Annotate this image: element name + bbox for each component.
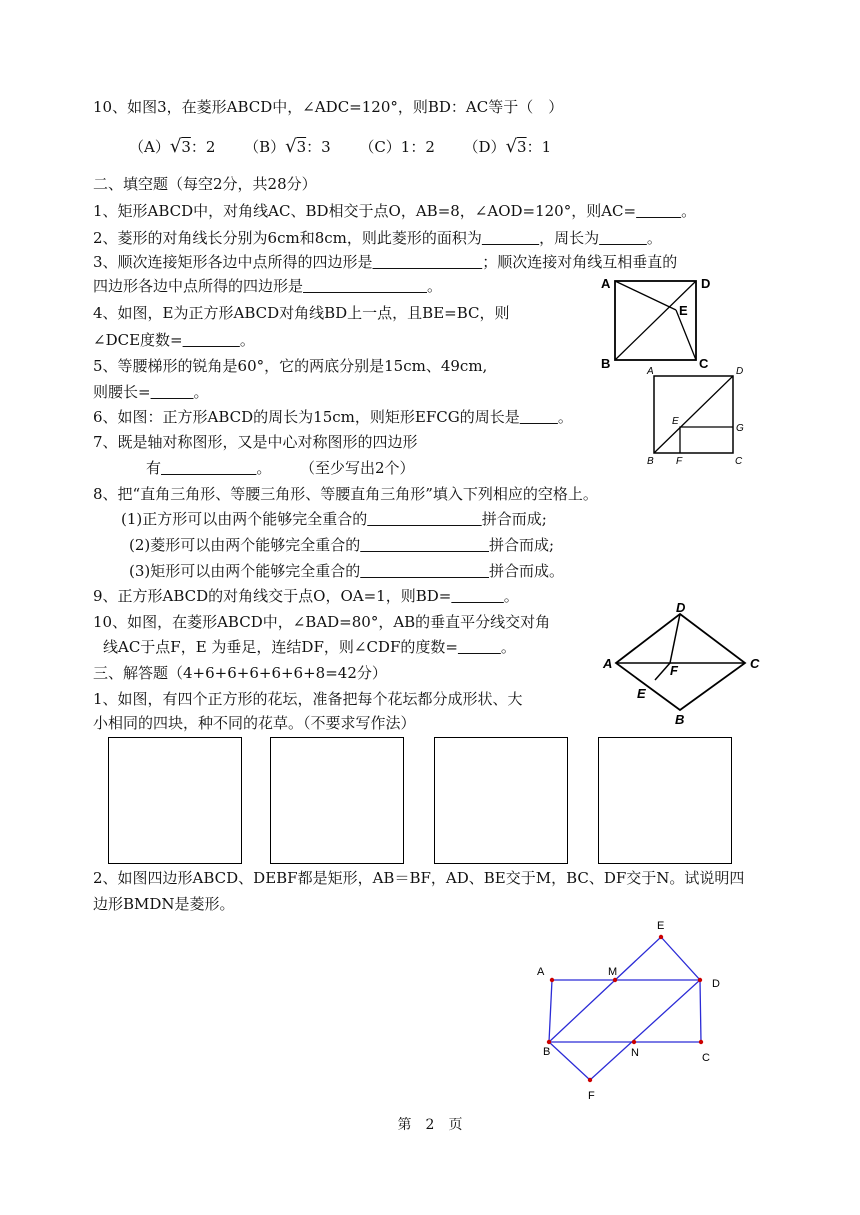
label-d: D (736, 366, 744, 377)
fill-q8-1-end: 拼合而成; (481, 510, 547, 528)
section2-heading: 二、填空题（每空2分，共28分） (93, 175, 317, 193)
answer-blank[interactable] (373, 253, 483, 271)
fill-q8: 8、把“直角三角形、等腰三角形、等腰直角三角形”填入下列相应的空格上。 (93, 485, 598, 503)
fill-q2 (93, 228, 662, 248)
label-f: F (676, 456, 683, 467)
label-a: A (537, 966, 545, 978)
fill-q10-text-b: 线AC于点F，E 为垂足，连结DF，则∠CDF的度数= (103, 638, 458, 656)
label-d: D (676, 600, 686, 615)
figure-rhombus (600, 598, 770, 728)
label-b: B (647, 456, 654, 467)
period: 。 (503, 587, 519, 605)
period: 。 (557, 408, 573, 426)
period: 。 (427, 277, 443, 295)
period: 。 (646, 229, 662, 247)
option-a-rest: ：2 (190, 138, 216, 156)
page-number: 第 2 页 (397, 1117, 463, 1133)
sqrt-symbol: √3 (169, 136, 191, 157)
label-f: F (588, 1090, 595, 1102)
option-c[interactable] (359, 138, 435, 156)
label-b: B (601, 356, 611, 371)
fill-q8-3-end: 拼合而成。 (489, 562, 565, 580)
fill-q3-text-c: 四边形各边中点所得的四边形是 (93, 277, 304, 295)
label-c: C (699, 356, 709, 371)
fill-q3-cont (93, 276, 442, 296)
answer-blank[interactable] (599, 229, 647, 247)
option-a-radicand: 3 (181, 138, 191, 156)
fill-q8-1-text: (1)正方形可以由两个能够完全重合的 (121, 510, 368, 528)
fill-q8-3 (129, 561, 564, 581)
fill-q4: 4、如图，E为正方形ABCD对角线BD上一点，且BE=BC，则 (93, 304, 510, 322)
fill-q8-2-end: 拼合而成; (489, 536, 555, 554)
fill-q6-text: 6、如图：正方形ABCD的周长为15cm，则矩形EFCG的周长是 (93, 408, 520, 426)
option-b[interactable] (244, 138, 331, 156)
fill-q3 (93, 252, 677, 272)
q10-top-options (129, 137, 551, 157)
fill-q4-cont (93, 330, 255, 350)
sqrt-symbol: √3 (505, 136, 527, 157)
label-b: B (675, 712, 685, 727)
option-d[interactable] (464, 138, 552, 156)
fill-q5: 5、等腰梯形的锐角是60°，它的两底分别是15cm、49cm, (93, 357, 488, 375)
label-d: D (712, 978, 720, 990)
fill-q2-text-a: 2、菱形的对角线长分别为6cm和8cm，则此菱形的面积为 (93, 229, 482, 247)
label-e: E (657, 920, 665, 932)
label-n: N (631, 1047, 639, 1059)
answer-blank[interactable] (520, 408, 558, 426)
fill-q4-text-b: ∠DCE度数= (93, 331, 183, 349)
solve-q2-cont: 边形BMDN是菱形。 (93, 895, 235, 913)
section3-heading: 三、解答题（4+6+6+6+6+6+8=42分） (93, 664, 387, 682)
fill-q8-2-text: (2)菱形可以由两个能够完全重合的 (129, 536, 361, 554)
label-c: C (735, 456, 743, 467)
option-c-text: 1：2 (400, 138, 435, 156)
answer-blank[interactable] (183, 331, 240, 349)
label-g: G (736, 423, 744, 434)
figure-square-e (598, 276, 718, 372)
flower-bed-square-2[interactable] (270, 737, 404, 864)
fill-q2-text-b: ，周长为 (539, 229, 600, 247)
fill-q10-cont (103, 637, 516, 657)
option-b-radicand: 3 (296, 138, 307, 156)
fill-q1-text: 1、矩形ABCD中，对角线AC、BD相交于点O，AB=8，∠AOD=120°，则AC= (93, 202, 637, 220)
option-d-rest: ：1 (526, 138, 552, 156)
label-c: C (702, 1052, 710, 1064)
option-b-label: （B） (244, 138, 286, 156)
fill-q7-text-c: （至少写出2个） (300, 459, 415, 477)
label-m: M (608, 966, 618, 978)
label-d: D (701, 276, 711, 291)
answer-blank[interactable] (360, 536, 489, 554)
fill-q8-2 (129, 535, 554, 555)
label-a: A (601, 276, 611, 291)
label-e: E (679, 303, 688, 318)
option-a-label: （A） (129, 138, 170, 156)
figure-rect-efcg (643, 364, 753, 468)
period: 。 (193, 383, 209, 401)
answer-blank[interactable] (151, 383, 194, 401)
period: 。 (500, 638, 516, 656)
solve-q2: 2、如图四边形ABCD、DEBF都是矩形，AB＝BF，AD、BE交于M，BC、DF交于N。试说明四 (93, 869, 745, 887)
option-d-radicand: 3 (517, 138, 527, 156)
option-c-label: （C） (359, 138, 401, 156)
fill-q7-cont (146, 458, 415, 478)
fill-q3-text-a: 3、顺次连接矩形各边中点所得的四边形是 (93, 253, 373, 271)
period: 。 (256, 459, 272, 477)
answer-blank[interactable] (636, 202, 681, 220)
fill-q6 (93, 407, 573, 427)
fill-q9 (93, 586, 519, 606)
sqrt-symbol: √3 (285, 136, 307, 157)
label-a: A (603, 656, 613, 671)
flower-bed-square-1[interactable] (108, 737, 242, 864)
fill-q8-3-text: (3)矩形可以由两个能够完全重合的 (129, 562, 361, 580)
fill-q5-cont (93, 382, 209, 402)
solve-q1: 1、如图，有四个正方形的花坛，准备把每个花坛都分成形状、大 (93, 690, 523, 708)
fill-q7: 7、既是轴对称图形，又是中心对称图形的四边形 (93, 433, 418, 451)
answer-blank[interactable] (367, 510, 481, 528)
fill-q3-text-b: ；顺次连接对角线互相垂直的 (482, 253, 678, 271)
label-a: A (647, 366, 654, 377)
flower-bed-square-4[interactable] (598, 737, 732, 864)
figure-bmdn (530, 915, 730, 1105)
q10-top-stem: 10、如图3，在菱形ABCD中，∠ADC=120°，则BD：AC等于（ ） (93, 98, 564, 116)
label-f: F (670, 663, 678, 678)
period: 。 (239, 331, 255, 349)
fill-q5-text-b: 则腰长= (93, 383, 151, 401)
answer-blank[interactable] (303, 277, 427, 295)
label-c: C (750, 656, 760, 671)
option-d-label: （D） (463, 138, 506, 156)
fill-q10: 10、如图，在菱形ABCD中，∠BAD=80°，AB的垂直平分线交对角 (93, 613, 551, 631)
label-b: B (543, 1046, 551, 1058)
fill-q9-text: 9、正方形ABCD的对角线交于点O，OA=1，则BD= (93, 587, 452, 605)
label-e: E (672, 416, 679, 427)
label-e: E (637, 686, 646, 701)
option-a[interactable] (129, 138, 215, 156)
fill-q8-1 (121, 509, 547, 529)
answer-blank[interactable] (360, 562, 489, 580)
period: 。 (681, 202, 697, 220)
fill-q1 (93, 201, 696, 221)
answer-blank[interactable] (482, 229, 539, 247)
answer-blank[interactable] (161, 459, 256, 477)
answer-blank[interactable] (451, 587, 503, 605)
answer-blank[interactable] (458, 638, 501, 656)
solve-q1-cont: 小相同的四块，种不同的花草。（不要求写作法） (93, 714, 416, 732)
fill-q7-text-b: 有 (146, 459, 162, 477)
option-b-rest: ：3 (306, 138, 331, 156)
flower-bed-square-3[interactable] (434, 737, 568, 864)
